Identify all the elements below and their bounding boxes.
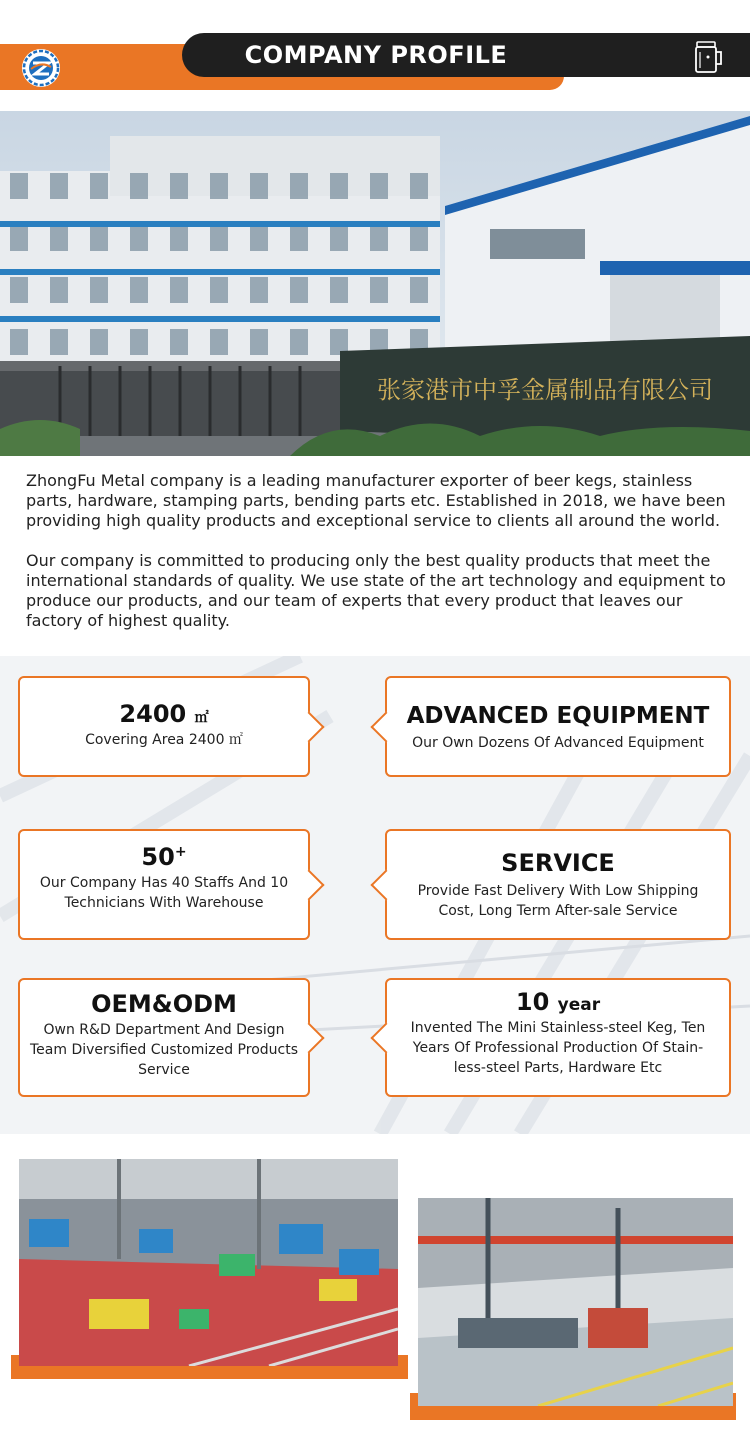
feature-card-oem-odm bbox=[18, 978, 310, 1097]
company-signboard: 张家港市中孚金属制品有限公司 bbox=[377, 376, 713, 404]
page-title: COMPANY PROFILE bbox=[244, 41, 508, 69]
feature-text: Own R&D Department And Design Team Diversified Customized Products Service bbox=[30, 1022, 299, 1078]
feature-title: SERVICE bbox=[501, 849, 615, 877]
features-section bbox=[0, 656, 750, 1134]
about-paragraph-1: ZhongFu Metal company is a leading manufacturer exporter of beer kegs, stainless parts, hardware, stamping parts, bending parts etc. Established in 2018, we have been providing high quality products and exceptional service to clients all around the world. bbox=[26, 471, 726, 530]
feature-text: Invented The Mini Stainless-steel Keg, Ten Years Of Professional Production Of Stain- less-steel Parts, Hardware Etc bbox=[410, 1020, 706, 1076]
feature-card-staff bbox=[18, 829, 310, 940]
feature-title: 50+ bbox=[141, 843, 187, 871]
factory-building-photo bbox=[0, 111, 750, 456]
feature-title: ADVANCED EQUIPMENT bbox=[406, 703, 710, 729]
warehouse-interior-photo bbox=[19, 1159, 398, 1366]
feature-text: Our Own Dozens Of Advanced Equipment bbox=[412, 735, 704, 751]
feature-card-area bbox=[18, 676, 310, 777]
feature-text: Covering Area 2400 ㎡ bbox=[85, 732, 243, 748]
about-paragraph-2: Our company is committed to producing only the best quality products that meet the international standards of quality. We use state of the art technology and equipment to produce our products, and our team of experts that every product that leaves our factory of highest quality. bbox=[26, 551, 726, 630]
feature-title: OEM&ODM bbox=[91, 990, 237, 1018]
feature-text: Our Company Has 40 Staffs And 10 Technicians With Warehouse bbox=[39, 875, 289, 911]
feature-card-years bbox=[385, 978, 731, 1097]
feature-card-equipment bbox=[385, 676, 731, 777]
feature-title: 10 year bbox=[515, 988, 601, 1016]
feature-card-service bbox=[385, 829, 731, 940]
workshop-interior-photo bbox=[418, 1198, 733, 1406]
feature-text: Provide Fast Delivery With Low Shipping Cost, Long Term After-sale Service bbox=[417, 883, 699, 919]
beer-keg-icon bbox=[694, 40, 724, 74]
feature-title: 2400 ㎡ bbox=[119, 700, 209, 728]
zhongfu-logo-icon bbox=[22, 49, 60, 87]
